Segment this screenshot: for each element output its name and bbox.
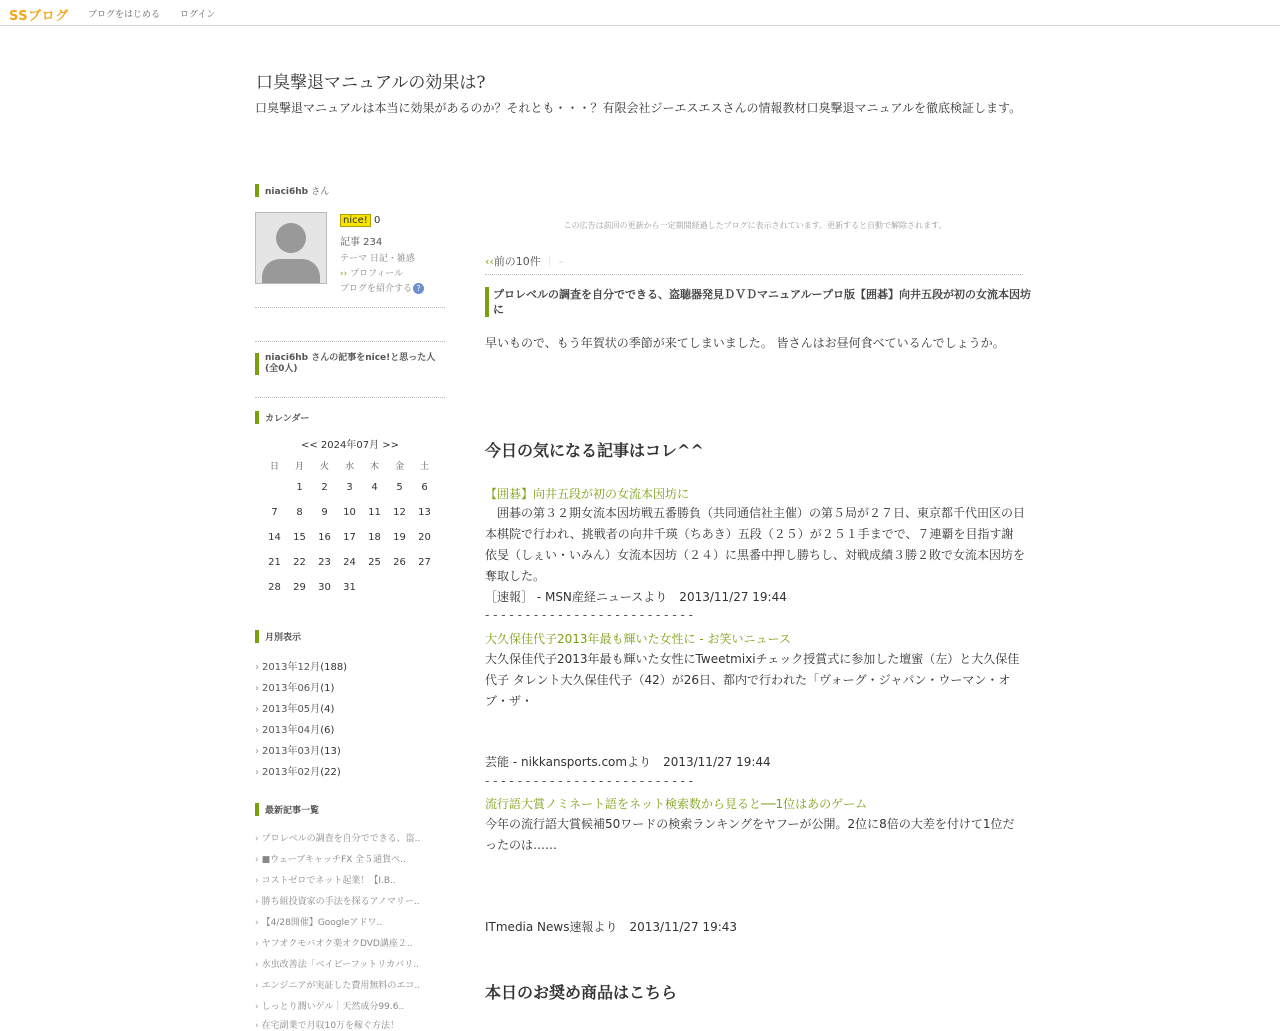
arrow-icon: › — [255, 704, 259, 715]
start-blog-link[interactable]: ブログをはじめる — [88, 10, 161, 20]
profile-username[interactable]: niaci6hb — [265, 187, 309, 197]
recent-post-item[interactable] — [255, 894, 445, 907]
profile-username-suffix: さん — [311, 187, 330, 197]
calendar-day: 11 — [368, 507, 381, 518]
archive-item[interactable] — [255, 742, 341, 757]
pager-separator: ｜ - — [544, 255, 563, 268]
pager — [485, 253, 563, 269]
recent-post-label: ヤフオクモバオク楽オクDVD講座２.. — [261, 939, 413, 949]
calendar-day: 26 — [393, 557, 406, 568]
archive-month: 2013年03月 — [262, 746, 321, 757]
calendar-day — [262, 475, 287, 500]
calendar-day: 24 — [343, 557, 356, 568]
archive-item[interactable] — [255, 700, 334, 715]
help-icon[interactable]: ? — [413, 283, 424, 294]
calendar-week — [262, 575, 437, 600]
dashed-separator: - - - - - - - - - - - - - - - - - - - - - - - - - - — [485, 774, 693, 788]
weekday-label: 水 — [344, 461, 354, 472]
calendar-day — [412, 575, 437, 600]
introduce-blog-link[interactable] — [340, 281, 424, 294]
calendar-day: 6 — [421, 482, 428, 493]
calendar-day: 7 — [271, 507, 278, 518]
recent-post-item[interactable] — [255, 915, 445, 928]
calendar-day: 5 — [396, 482, 403, 493]
calendar-day: 15 — [293, 532, 306, 543]
divider — [485, 274, 1023, 275]
recent-post-item[interactable] — [255, 873, 445, 886]
recent-post-label: 水虫改善法「ベイビーフットリカバリ.. — [261, 960, 419, 970]
today-articles-heading: 今日の気になる記事はコレ^^ — [485, 441, 704, 460]
calendar-week — [262, 475, 437, 500]
introduce-blog-label: ブログを紹介する — [340, 284, 413, 294]
recent-post-label: プロレベルの調査を自分でできる、盗.. — [261, 834, 421, 844]
calendar-heading: カレンダー — [255, 411, 309, 424]
prev-arrow-icon[interactable]: ‹‹ — [485, 255, 494, 268]
archive-item[interactable] — [255, 721, 334, 736]
theme-label[interactable]: テーマ 日記・雑感 — [340, 254, 415, 264]
calendar-day: 25 — [368, 557, 381, 568]
calendar-day: 2 — [321, 482, 328, 493]
recent-post-item[interactable] — [255, 999, 445, 1012]
calendar-day: 27 — [418, 557, 431, 568]
arrow-icon: › — [255, 1002, 259, 1012]
avatar-body-shape — [262, 259, 320, 284]
archive-month: 2013年06月 — [262, 683, 321, 694]
calendar-day: 28 — [268, 582, 281, 593]
archive-count: (6) — [320, 725, 335, 736]
recent-posts-heading: 最新記事一覧 — [255, 803, 319, 816]
archive-count: (22) — [320, 767, 341, 778]
calendar-day: 23 — [318, 557, 331, 568]
article-source: ［速報］ - MSN産経ニュースより 2013/11/27 19:44 — [485, 590, 787, 604]
calendar-week — [262, 500, 437, 525]
arrow-icon: › — [255, 876, 259, 886]
divider — [255, 341, 445, 342]
calendar-nav — [255, 436, 445, 451]
post-intro: 早いもので、もう年賀状の季節が来てしまいました。 皆さんはお昼何食べているんでしょうか。 — [485, 336, 1005, 350]
calendar-next-button[interactable]: >> — [382, 440, 400, 451]
prev-page-link[interactable]: 前の10件 — [493, 255, 541, 268]
article-body: 囲碁の第３２期女流本因坊戦五番勝負（共同通信社主催）の第５局が２７日、東京都千代田区の日本棋院で行われ、挑戦者の向井千瑛（ちあき）五段（２５）が２５１手までで、７連覇を目指す謝依旻（しぇい・いみん）女流本因坊（２４）に黒番中押し勝ちし、対戦成績３勝２敗で女流本因坊を奪取した。 — [485, 506, 1026, 583]
article-count: 記事 234 — [340, 237, 383, 248]
recent-post-label: コストゼロでネット起業！【I.B.. — [261, 876, 396, 886]
calendar-day: 29 — [293, 582, 306, 593]
calendar-day: 1 — [296, 482, 303, 493]
article-link[interactable]: 流行語大賞ノミネート語をネット検索数から見ると──1位はあのゲーム — [485, 797, 868, 811]
recent-post-item[interactable] — [255, 852, 445, 865]
recent-post-item[interactable] — [255, 957, 445, 970]
arrow-icon: › — [255, 939, 259, 949]
recent-post-label: しっとり潤いゲル｜天然成分99.6.. — [261, 1002, 405, 1012]
calendar-table — [262, 455, 437, 600]
calendar-day: 30 — [318, 582, 331, 593]
calendar-week — [262, 525, 437, 550]
calendar-day: 31 — [343, 582, 356, 593]
calendar-day: 8 — [296, 507, 303, 518]
login-link[interactable]: ログイン — [180, 10, 216, 20]
arrow-icon: › — [255, 918, 259, 928]
avatar-head-shape — [276, 223, 306, 253]
weekday-label: 金 — [394, 461, 404, 472]
recent-post-item[interactable] — [255, 1018, 445, 1031]
archive-count: (4) — [320, 704, 335, 715]
arrow-icon: › — [255, 834, 259, 844]
arrow-icon: › — [255, 897, 259, 907]
recent-post-label: 在宅副業で月収10万を稼ぐ方法！ — [261, 1021, 400, 1031]
recent-post-label: エンジニアが実証した費用無料のエコ.. — [261, 981, 421, 991]
arrow-icon: › — [255, 683, 259, 694]
nice-people-heading: niaci6hb さんの記事をnice!と思った人 (全0人) — [255, 353, 445, 375]
calendar-month: 2024年07月 — [320, 440, 380, 451]
calendar-day: 13 — [418, 507, 431, 518]
archive-item[interactable] — [255, 658, 347, 673]
archive-month: 2013年02月 — [262, 767, 321, 778]
calendar-day — [362, 575, 387, 600]
top-bar — [0, 0, 1280, 26]
weekday-label: 土 — [419, 461, 429, 472]
archive-month: 2013年12月 — [262, 662, 321, 673]
weekday-label: 月 — [294, 461, 304, 472]
archive-item[interactable] — [255, 679, 334, 694]
archive-month: 2013年05月 — [262, 704, 321, 715]
arrow-icon: › — [255, 767, 259, 778]
article-source: ITmedia News速報より 2013/11/27 19:43 — [485, 920, 738, 934]
recent-post-label: ■ウェーブキャッチFX 全５通貨ペ.. — [261, 855, 406, 865]
double-arrow-icon: ›› — [340, 269, 348, 279]
calendar-day: 21 — [268, 557, 281, 568]
blog-description: 口臭撃退マニュアルは本当に効果があるのか？それとも・・・？有限会社ジーエスエスさんの情報教材口臭撃退マニュアルを徹底検証します。 — [255, 101, 1022, 115]
article-link[interactable]: 【囲碁】向井五段が初の女流本因坊に — [485, 487, 690, 501]
recent-post-item[interactable] — [255, 831, 445, 844]
post-title[interactable]: プロレベルの調査を自分でできる、盗聴器発見ＤＶＤマニュアループロ版【囲碁】向井五段が初の女流本因坊に — [485, 287, 1033, 317]
weekday-label: 日 — [269, 461, 279, 472]
weekday-label: 火 — [319, 461, 329, 472]
profile-link[interactable] — [340, 266, 403, 279]
profile-heading — [255, 184, 329, 197]
divider — [255, 307, 445, 308]
arrow-icon: › — [255, 981, 259, 991]
arrow-icon: › — [255, 1021, 259, 1031]
calendar-day: 3 — [346, 482, 353, 493]
article-link[interactable]: 大久保佳代子2013年最も輝いた女性に - お笑いニュース — [485, 632, 791, 646]
blog-title[interactable]: 口臭撃退マニュアルの効果は? — [256, 73, 486, 93]
calendar-day: 20 — [418, 532, 431, 543]
recent-post-item[interactable] — [255, 936, 445, 949]
calendar-day: 22 — [293, 557, 306, 568]
calendar-prev-button[interactable]: << — [300, 440, 318, 451]
archive-count: (188) — [320, 662, 348, 673]
calendar-week — [262, 550, 437, 575]
article-source: 芸能 - nikkansports.comより 2013/11/27 19:44 — [485, 755, 771, 769]
calendar-day: 19 — [393, 532, 406, 543]
ad-notice: この広告は前回の更新から一定期間経過したブログに表示されています。更新すると自動で解除されます。 — [563, 221, 947, 230]
article-body: 大久保佳代子2013年最も輝いた女性にTweetmixiチェック授賞式に参加した壇蜜（左）と大久保佳代子 タレント大久保佳代子（42）が26日、都内で行われた「ヴォーグ・ジャパン・ウーマン・オブ・ザ・ — [485, 652, 1020, 708]
nice-count: 0 — [374, 215, 381, 226]
calendar-day: 17 — [343, 532, 356, 543]
recent-post-label: 勝ち組投資家の手法を探るアノマリー.. — [261, 897, 420, 907]
calendar-day: 14 — [268, 532, 281, 543]
divider — [255, 397, 445, 398]
archive-month: 2013年04月 — [262, 725, 321, 736]
calendar-day — [387, 575, 412, 600]
nice-badge: nice! — [340, 214, 371, 227]
calendar-day: 9 — [321, 507, 328, 518]
archive-count: (13) — [320, 746, 341, 757]
arrow-icon: › — [255, 855, 259, 865]
archive-heading: 月別表示 — [255, 630, 301, 643]
calendar-day: 4 — [371, 482, 378, 493]
recent-post-item[interactable] — [255, 978, 445, 991]
arrow-icon: › — [255, 746, 259, 757]
recommend-heading: 本日のお奨め商品はこちら — [485, 983, 678, 1002]
article-body: 今年の流行語大賞候補50ワードの検索ランキングをヤフーが公開。2位に8倍の大差を付けて1位だったのは…… — [485, 817, 1015, 852]
calendar-weekday-row — [262, 455, 437, 475]
calendar-day: 16 — [318, 532, 331, 543]
profile-link-label: プロフィール — [350, 269, 404, 279]
dashed-separator: - - - - - - - - - - - - - - - - - - - - - - - - - - — [485, 608, 693, 622]
arrow-icon: › — [255, 960, 259, 970]
calendar-day: 18 — [368, 532, 381, 543]
recent-post-label: 【4/28開催】Googleアドワ.. — [261, 918, 383, 928]
calendar-day: 12 — [393, 507, 406, 518]
ss-blog-logo[interactable]: SSブログ — [9, 9, 69, 24]
weekday-label: 木 — [369, 461, 379, 472]
avatar[interactable] — [255, 212, 327, 284]
archive-item[interactable] — [255, 763, 341, 778]
arrow-icon: › — [255, 662, 259, 673]
archive-count: (1) — [320, 683, 335, 694]
calendar-day: 10 — [343, 507, 356, 518]
arrow-icon: › — [255, 725, 259, 736]
